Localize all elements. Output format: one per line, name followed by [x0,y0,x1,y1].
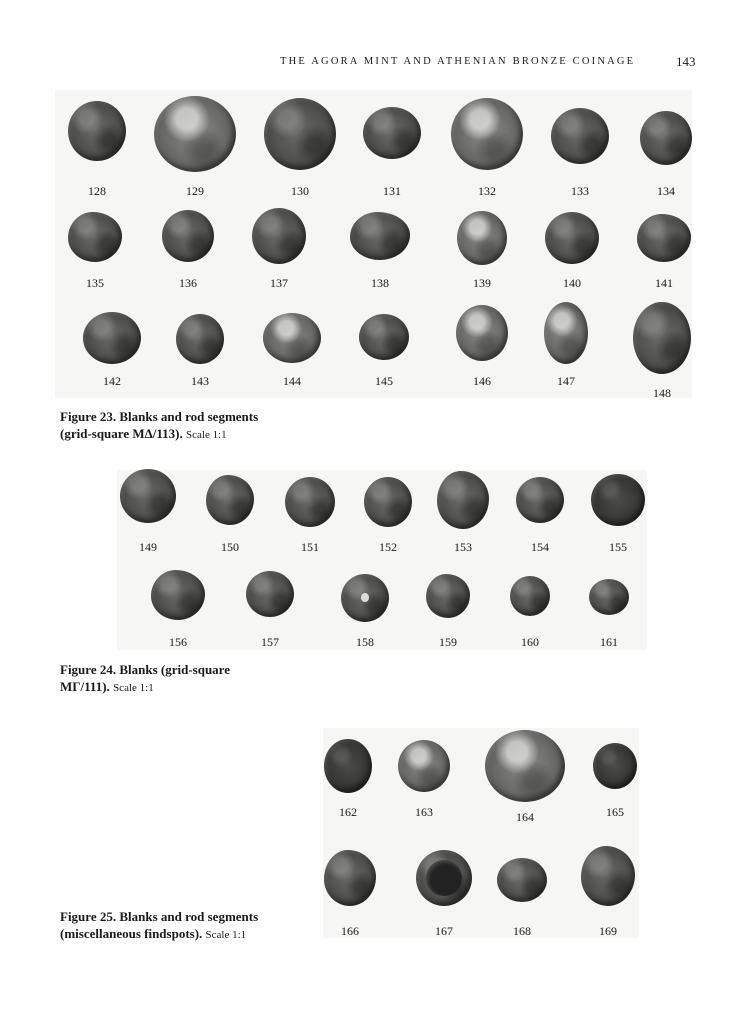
coin-catalogue-number: 151 [301,540,319,554]
coin-catalogue-number: 132 [478,184,496,198]
coin-catalogue-number: 153 [454,540,472,554]
coin-blank-image [640,111,692,165]
coin-blank-image [589,579,629,615]
coin-blank-image [263,313,321,363]
coin-blank-image [176,314,224,364]
figure-25-caption-line1: Figure 25. Blanks and rod segments [60,909,259,924]
coin-catalogue-number: 163 [415,805,433,819]
page-number: 143 [676,54,696,69]
coin-catalogue-number: 143 [191,374,209,388]
coin-catalogue-number: 152 [379,540,397,554]
coin-catalogue-number: 165 [606,805,624,819]
figure-24-caption-line2: MΓ/111). [60,679,110,694]
figure-23-scale: Scale 1:1 [186,429,227,441]
coin-catalogue-number: 169 [599,924,617,938]
coin-catalogue-number: 162 [339,805,357,819]
coin-catalogue-number: 129 [186,184,204,198]
coin-blank-image [545,212,599,264]
coin-catalogue-number: 166 [341,924,359,938]
coin-catalogue-number: 139 [473,276,491,290]
coin-blank-image [68,101,126,161]
coin-catalogue-number: 161 [600,635,618,649]
coin-blank-image [83,312,141,364]
coin-catalogue-number: 138 [371,276,389,290]
coin-blank-image [151,570,205,620]
coin-catalogue-number: 128 [88,184,106,198]
coin-catalogue-number: 146 [473,374,491,388]
coin-blank-image [206,475,254,525]
coin-catalogue-number: 150 [221,540,239,554]
coin-blank-image [544,302,588,364]
coin-blank-image [416,850,472,906]
figure-24-caption [60,661,260,697]
figure-24-caption-line1: Figure 24. Blanks (grid-square [60,662,230,677]
coin-blank-image [497,858,547,902]
coin-blank-image [456,305,508,361]
coin-blank-image [324,850,376,906]
coin-blank-image [451,98,523,170]
coin-blank-image [341,574,389,622]
coin-blank-image [359,314,409,360]
coin-catalogue-number: 148 [653,386,671,400]
coin-blank-image [252,208,306,264]
coin-blank-image [437,471,489,529]
coin-catalogue-number: 135 [86,276,104,290]
coin-catalogue-number: 134 [657,184,675,198]
coin-catalogue-number: 159 [439,635,457,649]
figure-23-caption-line2: (grid-square MΔ/113). [60,426,183,441]
coin-blank-image [485,730,565,802]
figure-25-scale: Scale 1:1 [205,929,247,941]
coin-catalogue-number: 168 [513,924,531,938]
coin-blank-image [457,211,507,265]
coin-catalogue-number: 160 [521,635,539,649]
coin-blank-image [516,477,564,523]
coin-blank-image [285,477,335,527]
coin-blank-image [593,743,637,789]
coin-blank-image [591,474,645,526]
coin-blank-image [363,107,421,159]
coin-catalogue-number: 154 [531,540,549,554]
coin-catalogue-number: 147 [557,374,575,388]
coin-catalogue-number: 156 [169,635,187,649]
coin-catalogue-number: 142 [103,374,121,388]
coin-blank-image [637,214,691,262]
coin-blank-image [426,574,470,618]
coin-catalogue-number: 157 [261,635,279,649]
figure-25-caption-line2: (miscellaneous findspots). [60,926,203,941]
coin-catalogue-number: 158 [356,635,374,649]
coin-blank-image [364,477,412,527]
coin-catalogue-number: 133 [571,184,589,198]
coin-catalogue-number: 137 [270,276,288,290]
figure-25-caption [60,908,320,944]
coin-blank-image [154,96,236,172]
coin-catalogue-number: 167 [435,924,453,938]
coin-blank-image [581,846,635,906]
coin-blank-image [510,576,550,616]
coin-catalogue-number: 144 [283,374,301,388]
coin-blank-image [264,98,336,170]
figure-24-scale: Scale 1:1 [113,682,154,694]
coin-blank-image [633,302,691,374]
coin-blank-image [324,739,372,793]
coin-catalogue-number: 131 [383,184,401,198]
figure-23-caption-line1: Figure 23. Blanks and rod segments [60,409,259,424]
coin-blank-image [398,740,450,792]
coin-catalogue-number: 140 [563,276,581,290]
coin-catalogue-number: 164 [516,810,534,824]
coin-catalogue-number: 145 [375,374,393,388]
coin-blank-image [162,210,214,262]
coin-blank-image [120,469,176,523]
coin-catalogue-number: 136 [179,276,197,290]
coin-blank-image [350,212,410,260]
coin-blank-image [68,212,122,262]
coin-catalogue-number: 155 [609,540,627,554]
running-head: THE AGORA MINT AND ATHENIAN BRONZE COINAGE [280,56,636,67]
coin-catalogue-number: 149 [139,540,157,554]
coin-catalogue-number: 141 [655,276,673,290]
coin-catalogue-number: 130 [291,184,309,198]
coin-blank-image [246,571,294,617]
coin-blank-image [551,108,609,164]
figure-23-caption [60,408,320,444]
